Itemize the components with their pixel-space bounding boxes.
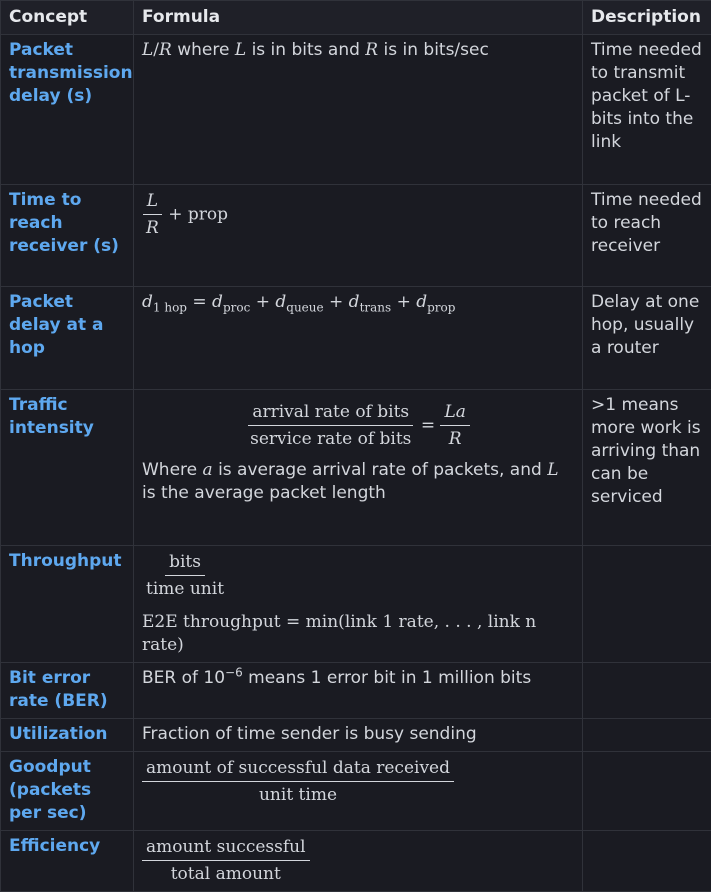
formula-text: is in bits and (246, 40, 365, 60)
math-var: d (416, 292, 427, 312)
formula-cell: Fraction of time sender is busy sending (134, 719, 583, 752)
math-var: R (159, 40, 172, 60)
description-cell: Time needed to reach receiver (583, 185, 711, 287)
description-cell (583, 663, 711, 719)
table-row (1, 546, 711, 663)
description-cell (583, 752, 711, 831)
math-sub: prop (427, 300, 455, 314)
table-row (1, 390, 711, 546)
math-op: = (192, 292, 206, 312)
formula-text: is in bits/sec (378, 40, 489, 60)
table-row (1, 663, 711, 719)
formula-cell (134, 831, 583, 892)
concept-cell: Time to reach receiver (s) (1, 185, 134, 287)
math-sup: −6 (225, 665, 243, 679)
formula-cell (134, 35, 583, 185)
math-line: E2E throughput = min(link 1 rate, . . . , link n rate) (142, 611, 574, 657)
header-description: Description (583, 1, 711, 35)
fraction-numerator: La (440, 400, 469, 426)
fraction (142, 756, 454, 807)
fraction (142, 835, 310, 886)
math-var: d (349, 292, 360, 312)
fraction-numerator: amount of successful data received (142, 756, 454, 782)
fraction-denominator: service rate of bits (246, 426, 415, 451)
fraction (142, 550, 228, 601)
description-cell (583, 719, 711, 752)
formula-text: means 1 error bit in 1 million bits (243, 668, 531, 688)
math-sub: trans (360, 300, 392, 314)
table-row (1, 35, 711, 185)
fraction-denominator: total amount (167, 861, 285, 886)
table-row (1, 719, 711, 752)
formula-cell (134, 752, 583, 831)
fraction (246, 400, 415, 451)
fraction-numerator: arrival rate of bits (248, 400, 413, 426)
formula-note (142, 459, 574, 505)
concept-cell: Efficiency (1, 831, 134, 892)
math-var: a (203, 460, 213, 480)
description-cell: Time needed to transmit packet of L-bits into the link (583, 35, 711, 185)
header-row (1, 1, 711, 35)
fraction-denominator: time unit (142, 576, 228, 601)
fraction (440, 400, 469, 451)
concept-cell: Goodput (packets per sec) (1, 752, 134, 831)
concept-cell: Packet transmission delay (s) (1, 35, 134, 185)
math-op: + (256, 292, 270, 312)
math-sub: queue (286, 300, 323, 314)
fraction-numerator: L (143, 189, 162, 215)
math-sub: 1 hop (153, 300, 187, 314)
fraction (142, 189, 163, 240)
math-equation (142, 292, 455, 312)
description-cell (583, 831, 711, 892)
formula-text: where (172, 40, 235, 60)
description-cell: >1 means more work is arriving than can be serviced (583, 390, 711, 546)
math-var: R (365, 40, 378, 60)
math-op: / (153, 40, 159, 60)
formula-cell (134, 546, 583, 663)
fraction-numerator: amount successful (142, 835, 310, 861)
formula-cell (134, 185, 583, 287)
math-op: + (329, 292, 343, 312)
formula-text: is average arrival rate of packets, and (213, 460, 548, 480)
description-cell: Delay at one hop, usually a router (583, 287, 711, 390)
formula-cell (134, 390, 583, 546)
header-formula: Formula (134, 1, 583, 35)
header-concept: Concept (1, 1, 134, 35)
math-var: d (212, 292, 223, 312)
concept-cell: Throughput (1, 546, 134, 663)
math-sub: proc (223, 300, 250, 314)
math-var: d (275, 292, 286, 312)
concept-cell: Traffic intensity (1, 390, 134, 546)
concept-cell: Bit error rate (BER) (1, 663, 134, 719)
concept-cell: Utilization (1, 719, 134, 752)
formula-cell (134, 287, 583, 390)
math-block (142, 394, 574, 459)
formula-text: is the average packet length (142, 483, 386, 503)
math-op: + (397, 292, 411, 312)
math-var: L (142, 40, 153, 60)
fraction-denominator: R (445, 426, 466, 451)
math-text: + prop (168, 205, 228, 225)
formula-text: BER of 10 (142, 668, 225, 688)
math-var: L (235, 40, 246, 60)
math-var: L (547, 460, 558, 480)
description-cell (583, 546, 711, 663)
formula-cell (134, 663, 583, 719)
fraction-denominator: unit time (255, 782, 341, 807)
math-var: d (142, 292, 153, 312)
table-row (1, 831, 711, 892)
fraction-numerator: bits (165, 550, 205, 576)
concept-cell: Packet delay at a hop (1, 287, 134, 390)
table-row (1, 185, 711, 287)
table-row (1, 287, 711, 390)
math-op: = (421, 416, 435, 436)
table-row (1, 752, 711, 831)
formula-text: Where (142, 460, 203, 480)
fraction-denominator: R (142, 215, 163, 240)
